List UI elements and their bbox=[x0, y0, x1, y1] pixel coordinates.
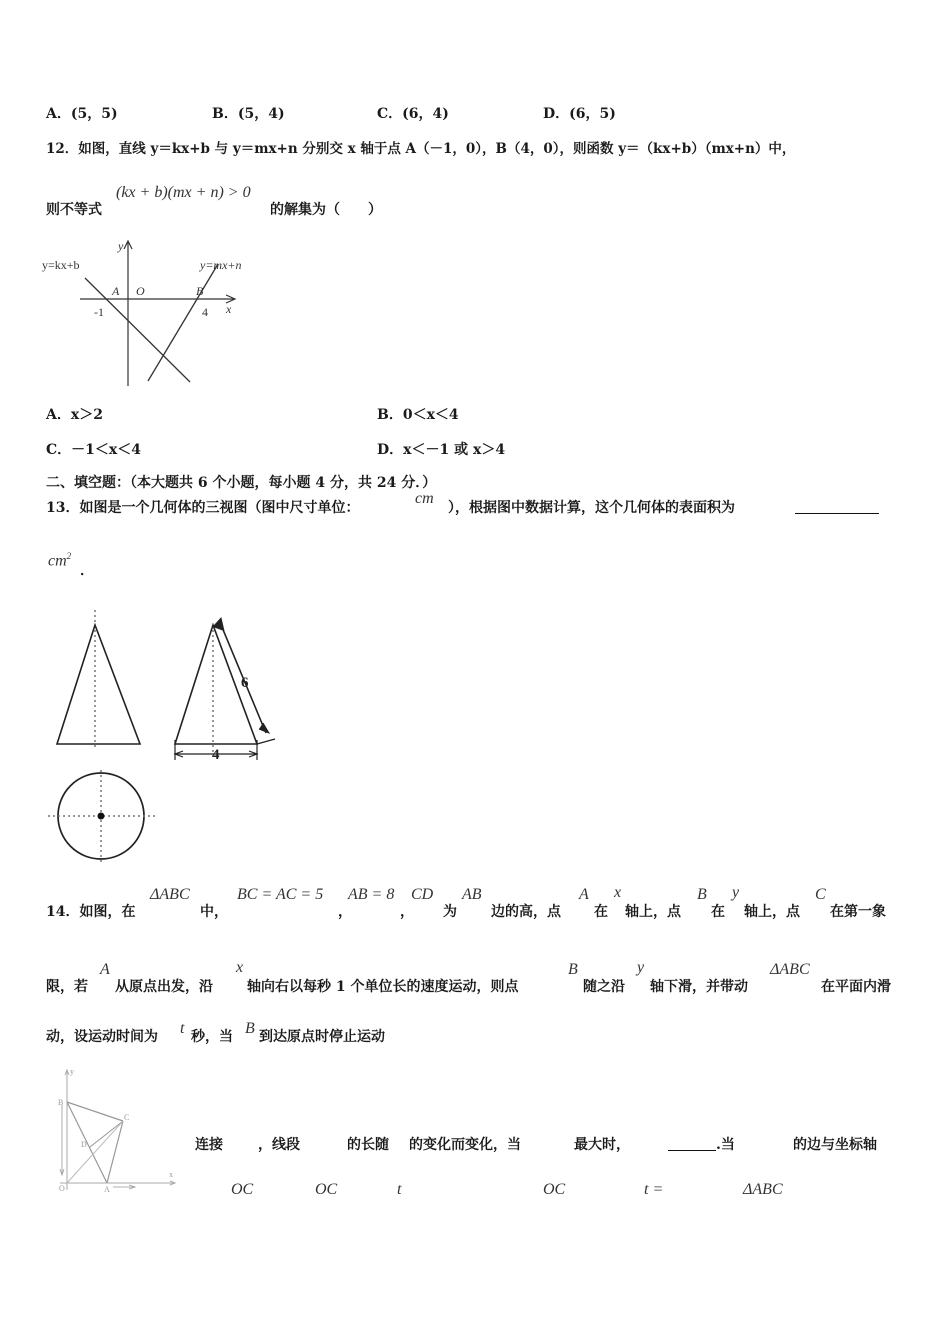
q14-l2-x: x bbox=[236, 959, 244, 976]
q14-text-height: 边的高，点 bbox=[491, 904, 561, 920]
q12-option-d: D．x＜－1 或 x＞4 bbox=[377, 442, 506, 458]
q14-comma2: ， bbox=[400, 904, 414, 920]
q14-l2-tri: ΔABC bbox=[770, 961, 810, 978]
q14-oc-1: OC bbox=[231, 1181, 254, 1198]
q12-option-a: A．x＞2 bbox=[46, 407, 103, 423]
q12-suffix: 的解集为（ ） bbox=[270, 202, 382, 218]
q14-triangle-abc: ΔABC bbox=[150, 886, 190, 903]
q14-l4-edge: 的边与坐标轴 bbox=[793, 1137, 877, 1153]
q14-cd: CD bbox=[411, 886, 434, 903]
q14-l2-text3: 随之沿 bbox=[583, 979, 625, 995]
q11-option-b: B．(5，4) bbox=[212, 106, 285, 122]
q14-l2-text4: 轴下滑，并带动 bbox=[650, 979, 748, 995]
q14-text-zai2: 在 bbox=[711, 904, 725, 920]
q12-point-a: A bbox=[112, 284, 120, 298]
q11-option-d: D．(6，5) bbox=[543, 106, 616, 122]
q14-point-b: B bbox=[697, 886, 707, 903]
q12-stem: 12．如图，直线 y＝kx+b 与 y＝mx+n 分别交 x 轴于点 A（－1，0），B（4，0），则函数 y＝（kx+b）（mx+n）中， bbox=[46, 141, 796, 157]
q14-point-a: A bbox=[579, 886, 589, 903]
q14-point-c: C bbox=[815, 886, 826, 903]
q14-answer-blank[interactable] bbox=[668, 1150, 716, 1151]
q13-answer-blank[interactable] bbox=[795, 513, 879, 514]
q14-l3-t: t bbox=[180, 1020, 185, 1037]
q14-eq-ab: AB = 8 bbox=[348, 886, 395, 903]
q12-point-b: B bbox=[196, 284, 204, 298]
q14-l2-text2: 轴向右以每秒 1 个单位长的速度运动，则点 bbox=[247, 979, 519, 995]
q14-line2-start: 限，若 bbox=[46, 979, 88, 995]
q14-tri-abc: ΔABC bbox=[743, 1181, 783, 1198]
q14-fig-x: x bbox=[169, 1170, 173, 1179]
q12-option-c: C．－1＜x＜4 bbox=[46, 442, 141, 458]
q14-line3-start: 动，设运动时间为 bbox=[46, 1029, 158, 1045]
q14-l4-dang: .当 bbox=[716, 1137, 735, 1153]
q14-ab: AB bbox=[462, 886, 482, 903]
q13-side-view bbox=[165, 605, 285, 770]
q13-end: ． bbox=[80, 563, 94, 579]
q14-text-axis-point: 轴上，点 bbox=[625, 904, 681, 920]
q14-comma1: ， bbox=[338, 904, 352, 920]
q14-line1-start: 14．如图，在 bbox=[46, 904, 136, 920]
q14-l2-a: A bbox=[100, 961, 110, 978]
q12-tick-neg1: -1 bbox=[94, 305, 104, 319]
q14-x-axis: x bbox=[614, 884, 622, 901]
q14-t-eq: t = bbox=[644, 1181, 664, 1198]
q13-top-view bbox=[40, 770, 160, 865]
q14-l2-text1: 从原点出发，沿 bbox=[115, 979, 213, 995]
q14-fig-d: D bbox=[81, 1140, 87, 1149]
q14-l2-b: B bbox=[568, 961, 578, 978]
q11-option-a: A．(5，5) bbox=[46, 106, 118, 122]
q13-unit: cm bbox=[415, 490, 434, 507]
q14-l4-change: 的变化而变化，当 bbox=[409, 1137, 521, 1153]
q14-text-zhong: 中， bbox=[200, 904, 228, 920]
q14-text-zai1: 在 bbox=[594, 904, 608, 920]
q12-prefix: 则不等式 bbox=[46, 202, 102, 218]
q14-l3-text1: 秒，当 bbox=[191, 1029, 233, 1045]
q14-l4-max: 最大时， bbox=[574, 1137, 630, 1153]
q14-l4-connect: 连接 bbox=[195, 1137, 223, 1153]
q12-label-line-mx: y=mx+n bbox=[200, 258, 242, 272]
q14-fig-c: C bbox=[124, 1113, 130, 1122]
q14-l3-text2: 到达原点时停止运动 bbox=[259, 1029, 385, 1045]
q14-text-wei: 为 bbox=[443, 904, 457, 920]
q13-dim-base: 4 bbox=[212, 747, 220, 763]
q12-tick-4: 4 bbox=[202, 305, 208, 319]
q12-option-b: B．0＜x＜4 bbox=[377, 407, 459, 423]
q14-l2-y: y bbox=[637, 959, 645, 976]
q14-text-axis-point2: 轴上，点 bbox=[744, 904, 800, 920]
q14-l2-text5: 在平面内滑 bbox=[821, 979, 891, 995]
q12-inequality: (kx + b)(mx + n) > 0 bbox=[116, 184, 251, 201]
q13-unit2: $cm^2$ bbox=[48, 551, 72, 570]
q14-fig-b: B bbox=[58, 1098, 64, 1107]
section-heading: 二、填空题：（本大题共 6 个小题，每小题 4 分，共 24 分．） bbox=[46, 475, 437, 491]
q14-eq-bc-ac: BC = AC = 5 bbox=[237, 886, 324, 903]
q12-axis-x: x bbox=[226, 302, 232, 316]
q14-l4-segment: ，线段 bbox=[258, 1137, 300, 1153]
q14-fig-y: y bbox=[70, 1067, 74, 1076]
q14-fig-a: A bbox=[104, 1185, 110, 1194]
q14-text-quadrant: 在第一象 bbox=[830, 904, 886, 920]
q14-oc-3: OC bbox=[543, 1181, 566, 1198]
q11-option-c: C．(6，4) bbox=[377, 106, 449, 122]
q14-l4-length: 的长随 bbox=[347, 1137, 389, 1153]
q12-point-o: O bbox=[136, 284, 145, 298]
q13-dim-slant: 6 bbox=[241, 675, 249, 691]
q14-fig-o: O bbox=[59, 1184, 65, 1193]
q14-t: t bbox=[397, 1181, 402, 1198]
q12-figure bbox=[40, 236, 270, 391]
q12-axis-y: y bbox=[118, 239, 124, 253]
q13-prefix: 13．如图是一个几何体的三视图（图中尺寸单位： bbox=[46, 500, 360, 516]
q14-l3-b: B bbox=[245, 1020, 255, 1037]
q12-label-line-kx: y=kx+b bbox=[42, 258, 80, 272]
q13-suffix: ），根据图中数据计算，这个几何体的表面积为 bbox=[448, 500, 735, 516]
q14-figure bbox=[55, 1065, 180, 1195]
q14-y-axis: y bbox=[732, 884, 740, 901]
q13-front-view bbox=[40, 605, 160, 755]
q14-oc-2: OC bbox=[315, 1181, 338, 1198]
